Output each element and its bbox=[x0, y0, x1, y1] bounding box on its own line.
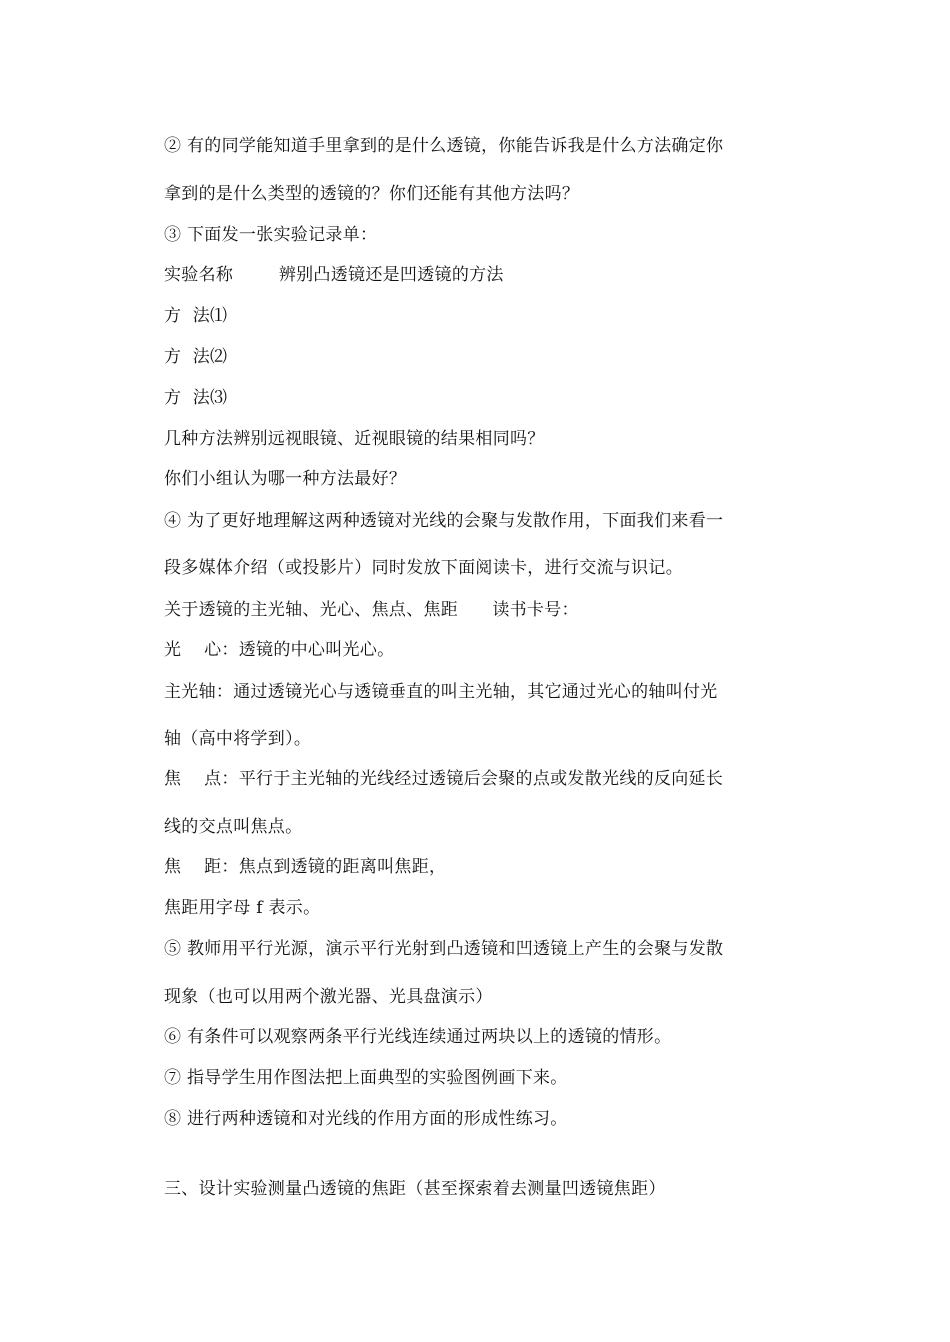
text-line-4: 实验名称 辨别凸透镜还是凹透镜的方法 bbox=[164, 265, 504, 285]
text-line-20: ⑤ 教师用平行光源，演示平行光射到凸透镜和凹透镜上产生的会聚与发散 bbox=[164, 939, 724, 959]
text-line-14: 主光轴：通过透镜光心与透镜垂直的叫主光轴，其它通过光心的轴叫付光 bbox=[164, 682, 718, 702]
text-line-17: 线的交点叫焦点。 bbox=[164, 817, 303, 837]
text-line-18: 焦 距：焦点到透镜的距离叫焦距， bbox=[164, 857, 447, 877]
text-line-2: 拿到的是什么类型的透镜的？你们还能有其他方法吗？ bbox=[164, 184, 580, 204]
text-line-13: 光 心：透镜的中心叫光心。 bbox=[164, 640, 395, 660]
text-line-22: ⑥ 有条件可以观察两条平行光线连续通过两块以上的透镜的情形。 bbox=[164, 1027, 672, 1047]
text-line-10: ④ 为了更好地理解这两种透镜对光线的会聚与发散作用，下面我们来看一 bbox=[164, 511, 724, 531]
text-line-6: 方 法⑵ bbox=[164, 347, 228, 367]
text-line-23: ⑦ 指导学生用作图法把上面典型的实验图例画下来。 bbox=[164, 1068, 568, 1088]
text-line-1: ② 有的同学能知道手里拿到的是什么透镜，你能告诉我是什么方法确定你 bbox=[164, 136, 724, 156]
text-line-9: 你们小组认为哪一种方法最好？ bbox=[164, 469, 407, 489]
text-line-11: 段多媒体介绍（或投影片）同时发放下面阅读卡，进行交流与识记。 bbox=[164, 558, 683, 578]
text-line-19: 焦距用字母 f 表示。 bbox=[164, 898, 321, 918]
text-line-24: ⑧ 进行两种透镜和对光线的作用方面的形成性练习。 bbox=[164, 1109, 568, 1129]
text-line-15: 轴（高中将学到）。 bbox=[164, 729, 312, 749]
text-line-12: 关于透镜的主光轴、光心、焦点、焦距 读书卡号： bbox=[164, 600, 579, 620]
text-line-7: 方 法⑶ bbox=[164, 388, 228, 408]
text-line-5: 方 法⑴ bbox=[164, 306, 228, 326]
section-heading: 三、设计实验测量凸透镜的焦距（甚至探索着去测量凹透镜焦距） bbox=[164, 1179, 666, 1199]
text-line-3: ③ 下面发一张实验记录单： bbox=[164, 225, 378, 245]
text-line-16: 焦 点：平行于主光轴的光线经过透镜后会聚的点或发散光线的反向延长 bbox=[164, 769, 724, 789]
text-line-8: 几种方法辨别远视眼镜、近视眼镜的结果相同吗？ bbox=[164, 429, 545, 449]
text-line-21: 现象（也可以用两个激光器、光具盘演示） bbox=[164, 987, 493, 1007]
